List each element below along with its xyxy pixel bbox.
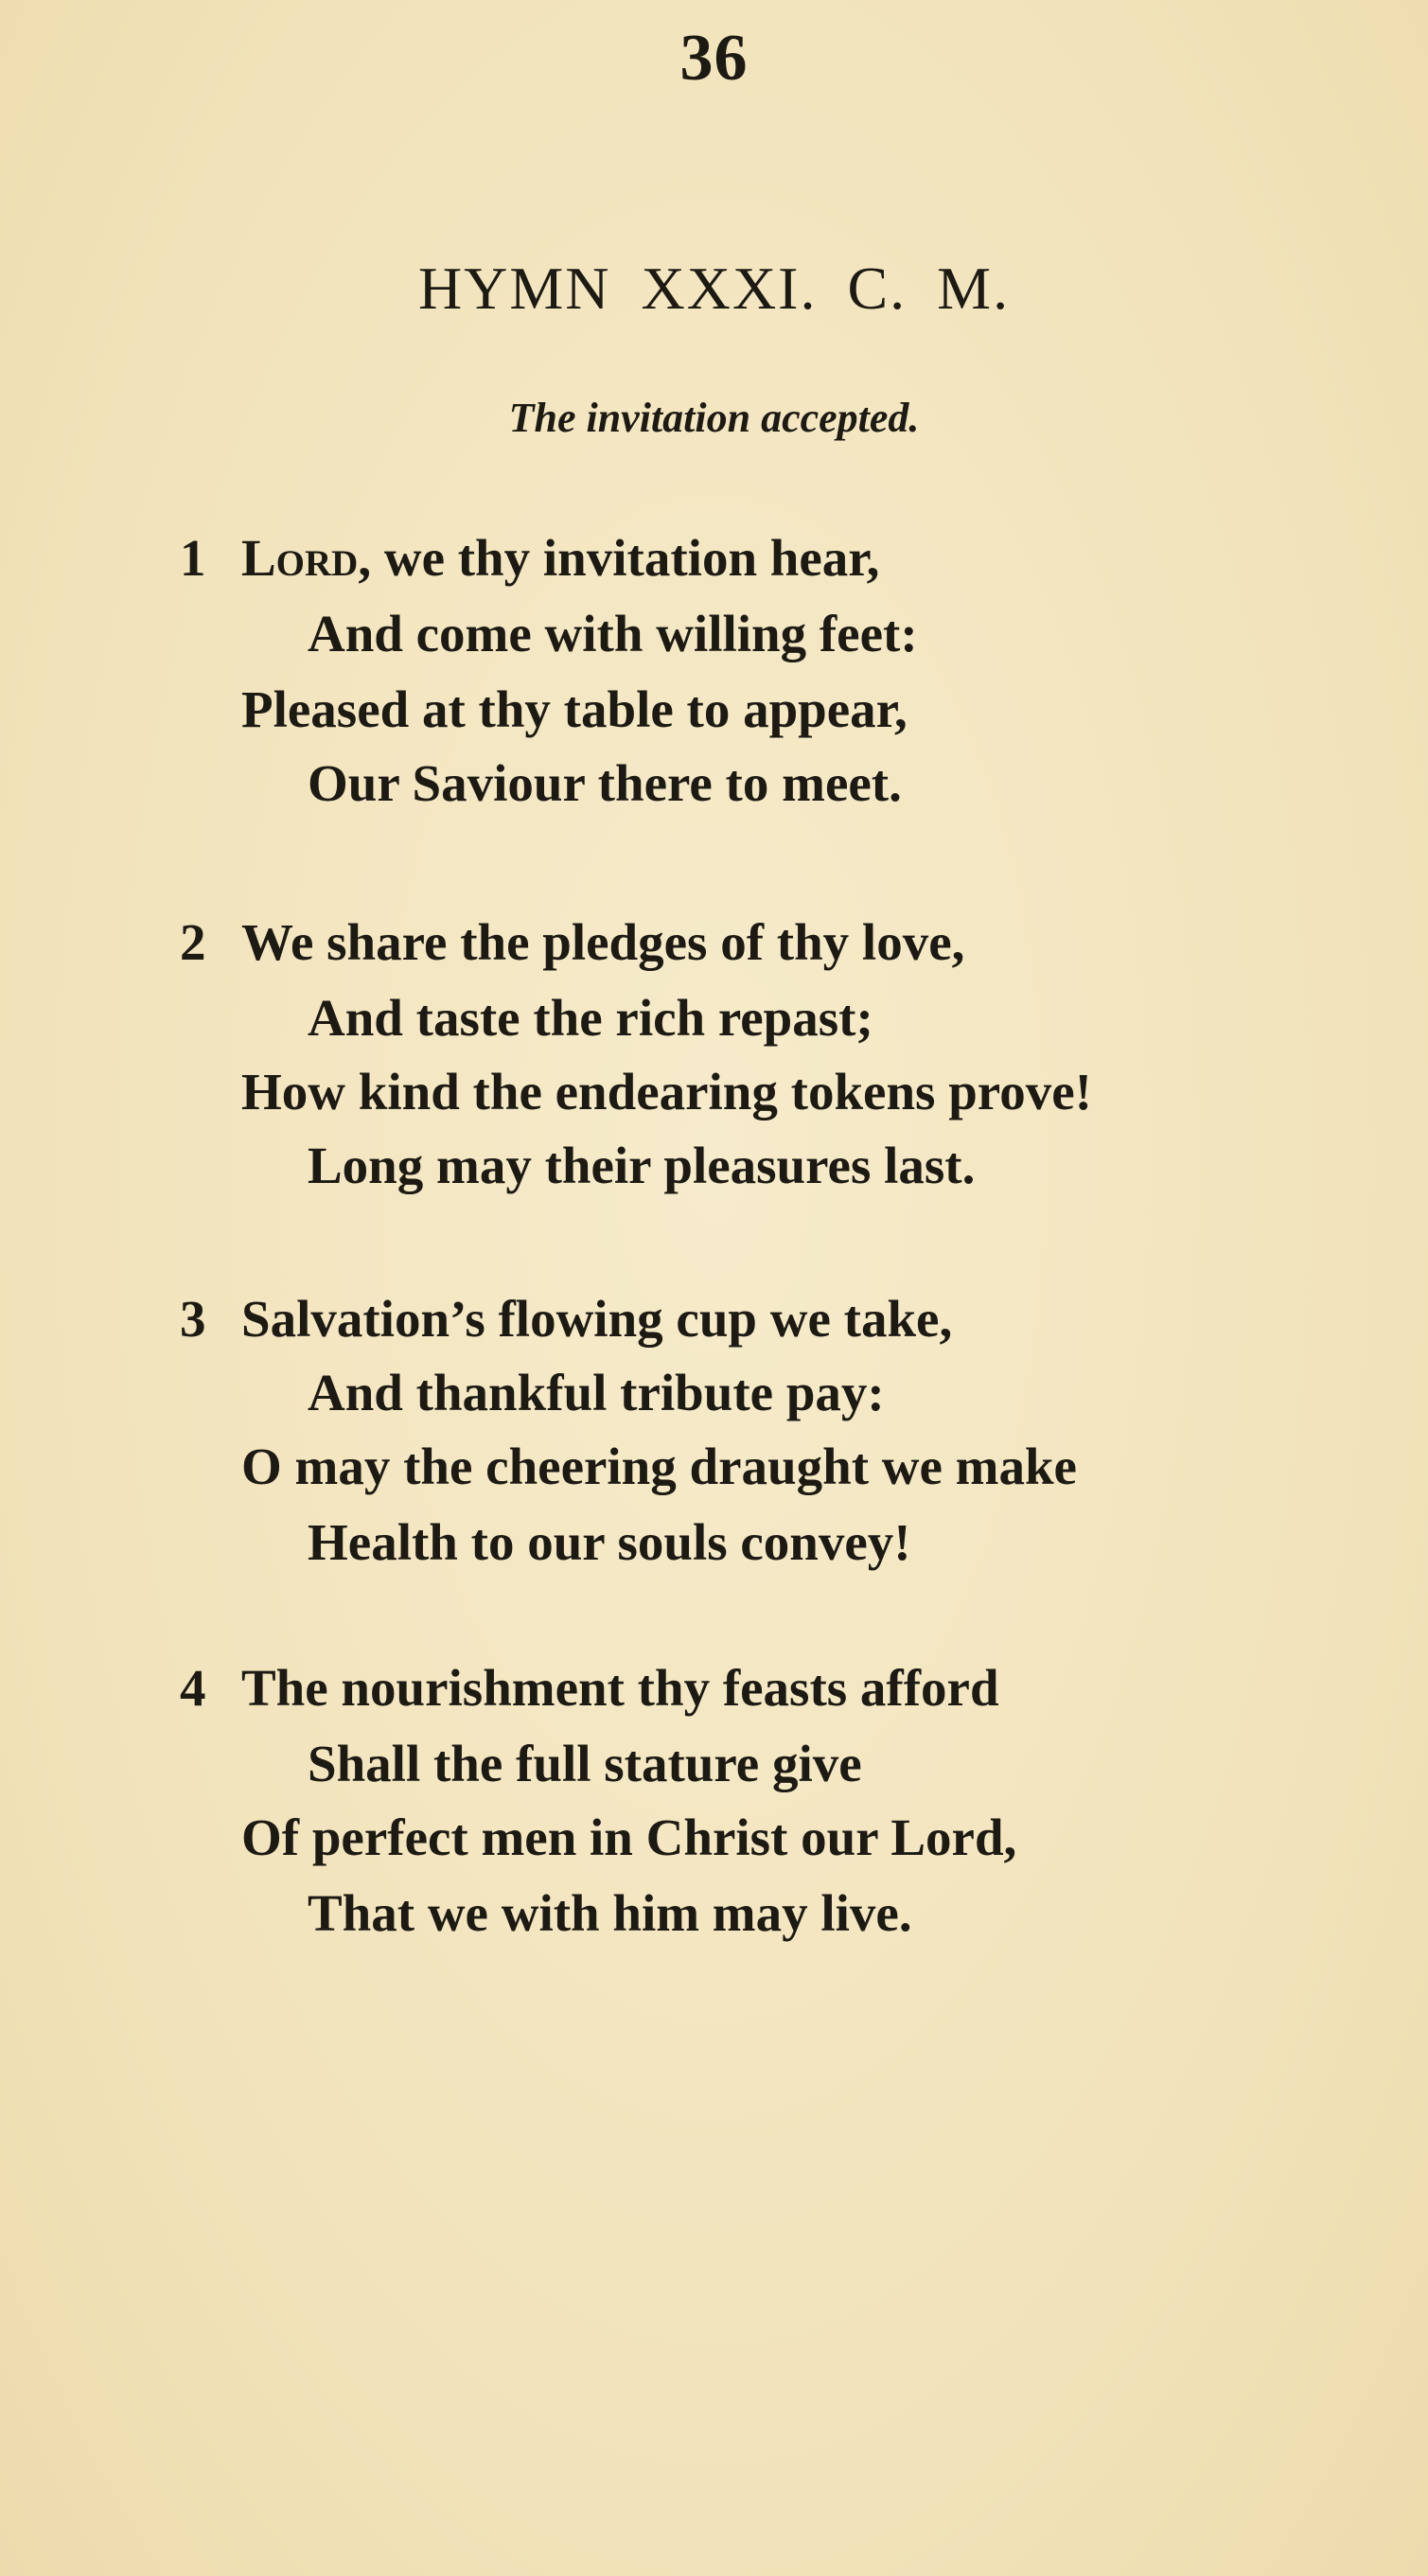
hymn-title: HYMN XXXI. C. M. [417,255,1011,322]
verse-line: Health to our souls convey! [308,1513,911,1571]
verse-line: And taste the rich repast; [308,989,873,1047]
verse-line: Shall the full stature give [308,1735,862,1792]
verse-line: That we with him may live. [308,1884,912,1942]
verse-line: How kind the endearing tokens prove! [241,1063,1092,1120]
verse-line: We share the pledges of thy love, [241,913,965,971]
hymn-subtitle: The invitation accepted. [508,395,920,441]
verse-line: Salvation’s flowing cup we take, [241,1290,953,1348]
verse-line: The nourishment thy feasts afford [241,1659,999,1717]
verse-line: And thankful tribute pay: [308,1364,885,1421]
stanza-number: 4 [180,1659,206,1717]
stanza-number: 2 [180,913,206,971]
verse-line: Long may their pleasures last. [308,1137,976,1194]
verse-line: Our Saviour there to meet. [308,754,902,812]
verse-line: O may the cheering draught we make [241,1438,1077,1495]
verse-line-lead: Lord [241,529,359,587]
verse-line: And come with willing feet: [308,605,918,662]
verse-line-rest: , we thy invitation hear, [358,529,880,587]
verse-line: Of perfect men in Christ our Lord, [241,1808,1017,1866]
verse-line [241,529,880,587]
stanza-number: 3 [180,1290,206,1348]
verse-line: Pleased at thy table to appear, [241,680,908,738]
stanza-number: 1 [180,529,206,587]
page-number: 36 [679,22,749,95]
